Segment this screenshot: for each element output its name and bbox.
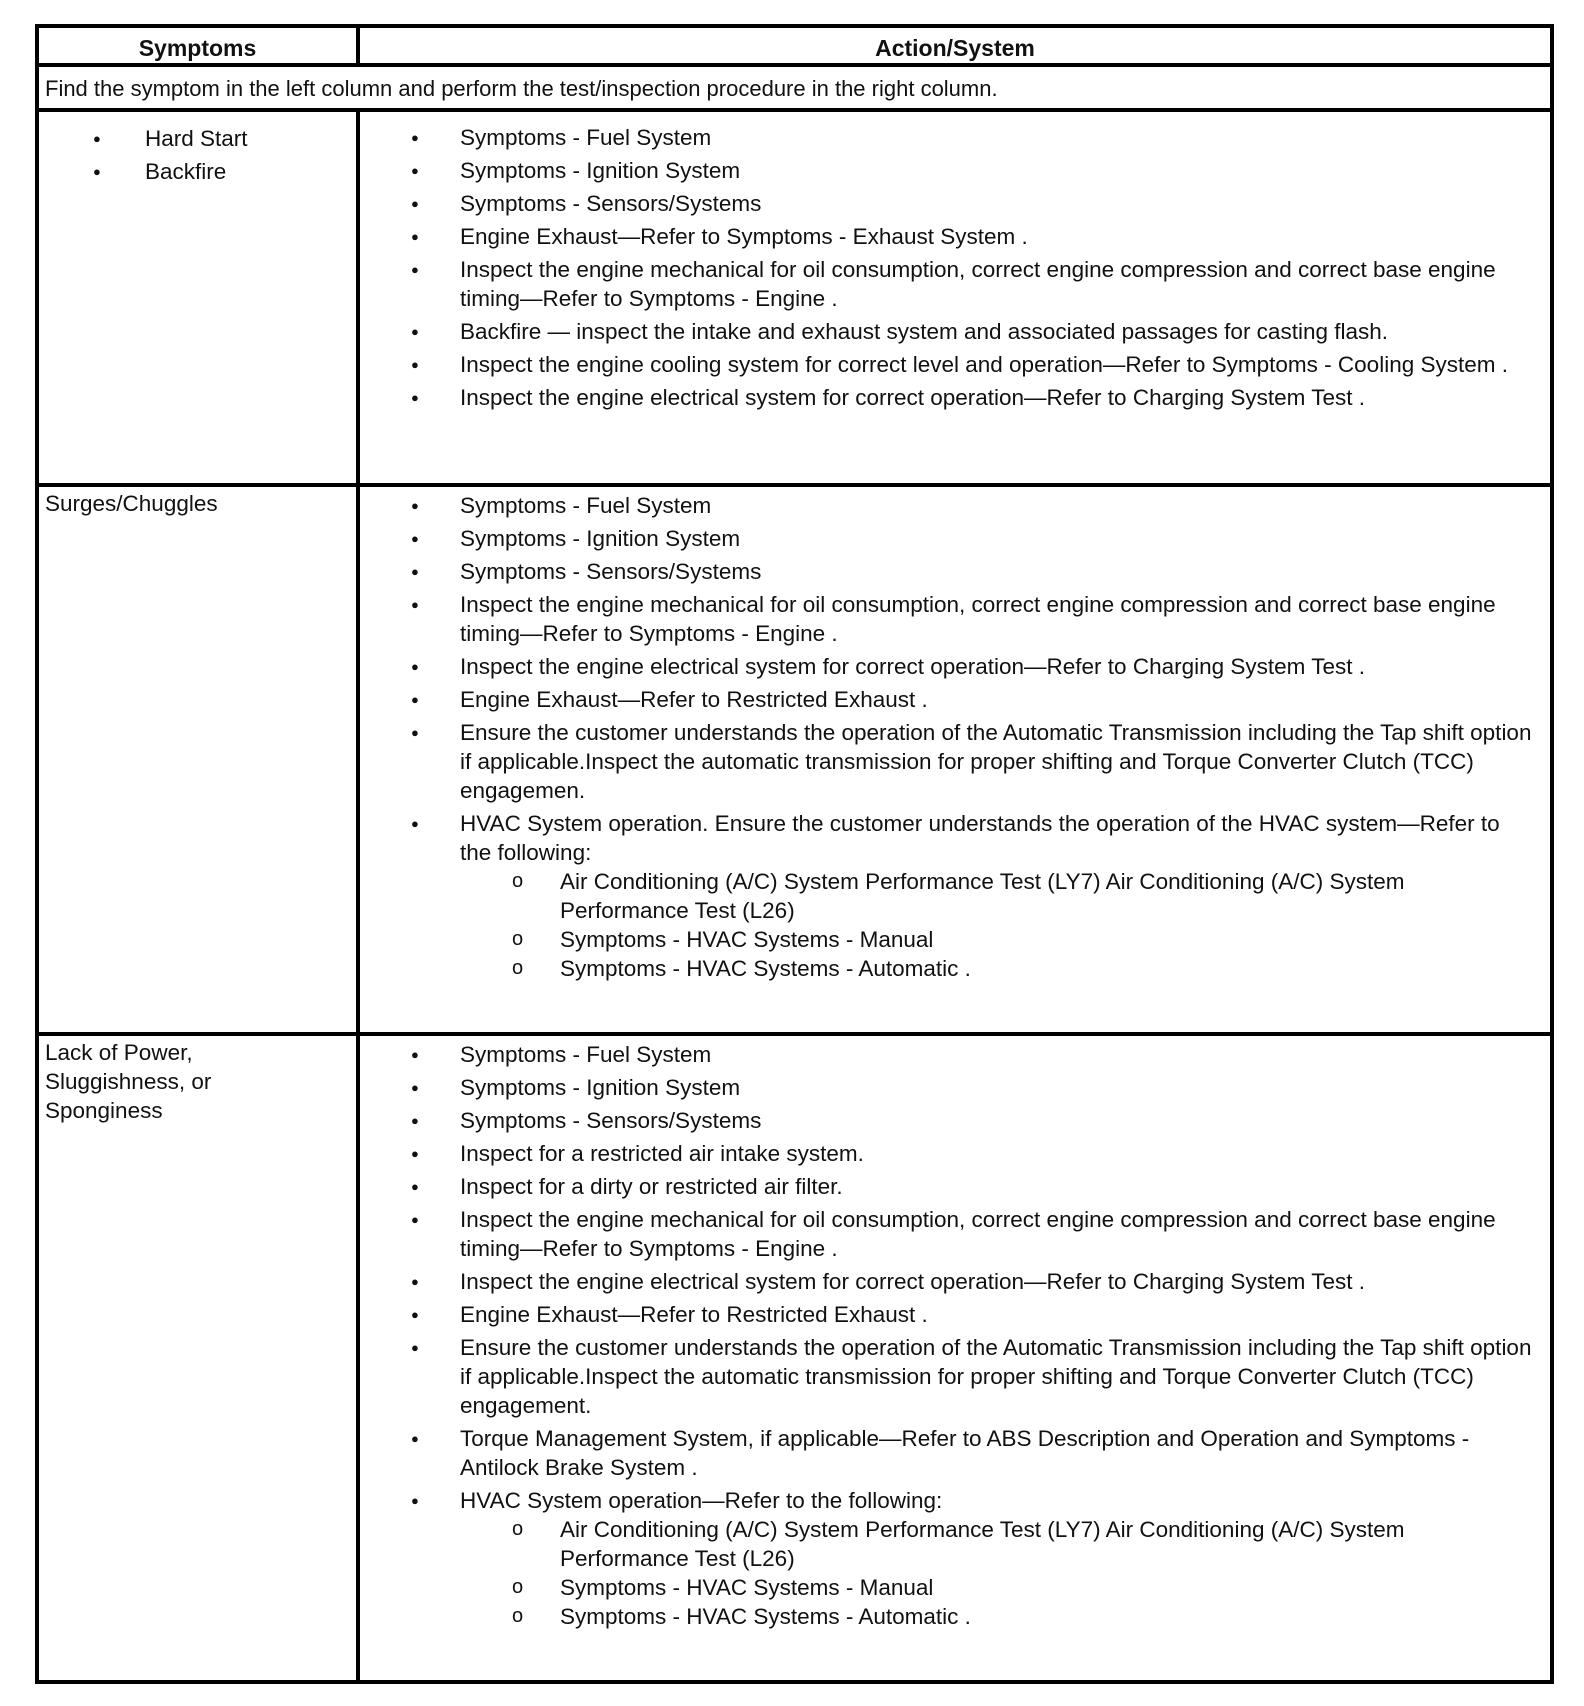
list-item bbox=[460, 1172, 1534, 1201]
list-item bbox=[460, 557, 1534, 586]
action-text: Symptoms - Sensors/Systems bbox=[460, 191, 762, 216]
list-item: ● Hard Start bbox=[145, 124, 346, 153]
sub-list bbox=[460, 1515, 1534, 1631]
table-intro: Find the symptom in the left column and perform the test/inspection procedure in the right column. bbox=[45, 76, 998, 101]
list-item bbox=[460, 1106, 1534, 1135]
sub-list-item: o Air Conditioning (A/C) System Performance Test (LY7) Air Conditioning (A/C) System Performance Test (L26) bbox=[560, 1515, 1534, 1573]
list-item bbox=[460, 123, 1534, 152]
list-item bbox=[460, 255, 1534, 313]
action-text: Symptoms - Sensors/Systems bbox=[460, 559, 762, 584]
action-text: Engine Exhaust—Refer to Restricted Exhaust . bbox=[460, 1302, 928, 1327]
action-text: Inspect the engine electrical system for correct operation—Refer to Charging System Test . bbox=[460, 385, 1365, 410]
symptom-label: Lack of Power, Sluggishness, or Sponginess bbox=[45, 1040, 212, 1123]
symptom-table bbox=[35, 24, 1554, 1684]
action-text: Symptoms - Fuel System bbox=[460, 1042, 712, 1067]
sub-list-item: o Symptoms - HVAC Systems - Automatic . bbox=[560, 954, 1534, 983]
action-text: Torque Management System, if applicable—Refer to ABS Description and Operation and Symptoms - Antilock Brake System . bbox=[460, 1426, 1470, 1480]
action-text: Backfire — inspect the intake and exhaust system and associated passages for casting flash. bbox=[460, 319, 1389, 344]
action-cell bbox=[356, 112, 1550, 487]
action-text: Inspect the engine electrical system for correct operation—Refer to Charging System Test . bbox=[460, 1269, 1365, 1294]
action-text: Inspect for a restricted air intake system. bbox=[460, 1141, 864, 1166]
list-item bbox=[460, 1205, 1534, 1263]
action-text: Inspect the engine cooling system for correct level and operation—Refer to Symptoms - Cooling System . bbox=[460, 352, 1508, 377]
list-item bbox=[460, 524, 1534, 553]
list-item bbox=[460, 1333, 1534, 1420]
action-text: Inspect the engine mechanical for oil consumption, correct engine compression and correct base engine timing—Refer to Symptoms - Engine . bbox=[460, 1207, 1496, 1261]
table-row bbox=[39, 112, 1550, 487]
sub-list-item: o Air Conditioning (A/C) System Performance Test (LY7) Air Conditioning (A/C) System Performance Test (L26) bbox=[560, 867, 1534, 925]
list-item bbox=[460, 1300, 1534, 1329]
header-action-system: Action/System bbox=[356, 28, 1550, 65]
action-text: HVAC System operation. Ensure the customer understands the operation of the HVAC system—Refer to the following: bbox=[460, 811, 1500, 865]
action-text: Inspect for a dirty or restricted air filter. bbox=[460, 1174, 843, 1199]
symptom-cell bbox=[39, 1036, 356, 1684]
list-item bbox=[460, 1267, 1534, 1296]
list-item bbox=[460, 491, 1534, 520]
list-item bbox=[460, 1073, 1534, 1102]
action-cell bbox=[356, 487, 1550, 1037]
list-item bbox=[460, 590, 1534, 648]
action-text: Engine Exhaust—Refer to Symptoms - Exhaust System . bbox=[460, 224, 1028, 249]
list-item bbox=[460, 1486, 1534, 1631]
action-text: Symptoms - Ignition System bbox=[460, 1075, 741, 1100]
sub-list-item: o Symptoms - HVAC Systems - Manual bbox=[560, 1573, 1534, 1602]
symptom-cell bbox=[39, 487, 356, 1037]
action-text: HVAC System operation—Refer to the following: bbox=[460, 1488, 943, 1513]
list-item bbox=[460, 1424, 1534, 1482]
sub-list bbox=[460, 867, 1534, 983]
action-text: Inspect the engine mechanical for oil consumption, correct engine compression and correct base engine timing—Refer to Symptoms - Engine . bbox=[460, 592, 1496, 646]
symptom-list bbox=[145, 124, 346, 190]
list-item bbox=[460, 350, 1534, 379]
action-text: Symptoms - Fuel System bbox=[460, 125, 712, 150]
list-item bbox=[460, 652, 1534, 681]
action-text: Symptoms - Ignition System bbox=[460, 526, 741, 551]
list-item bbox=[460, 222, 1534, 251]
action-text: Inspect the engine electrical system for correct operation—Refer to Charging System Test . bbox=[460, 654, 1365, 679]
header-row bbox=[39, 28, 1550, 65]
action-text: Symptoms - Ignition System bbox=[460, 158, 741, 183]
table-row bbox=[39, 487, 1550, 1037]
action-text: Engine Exhaust—Refer to Restricted Exhaust . bbox=[460, 687, 928, 712]
list-item: ● Backfire bbox=[145, 157, 346, 186]
list-item bbox=[460, 809, 1534, 983]
sub-list-item: o Symptoms - HVAC Systems - Manual bbox=[560, 925, 1534, 954]
list-item bbox=[460, 718, 1534, 805]
list-item bbox=[460, 189, 1534, 218]
table-row bbox=[39, 1036, 1550, 1684]
action-text: Inspect the engine mechanical for oil consumption, correct engine compression and correct base engine timing—Refer to Symptoms - Engine . bbox=[460, 257, 1496, 311]
list-item bbox=[460, 383, 1534, 412]
list-item bbox=[460, 1040, 1534, 1069]
action-list bbox=[460, 491, 1534, 987]
list-item bbox=[460, 1139, 1534, 1168]
action-text: Ensure the customer understands the operation of the Automatic Transmission including the Tap shift option if applicable.Inspect the automatic transmission for proper shifting and Torque Converter Clutch (TCC) engagemen. bbox=[460, 720, 1532, 803]
action-text: Ensure the customer understands the operation of the Automatic Transmission including the Tap shift option if applicable.Inspect the automatic transmission for proper shifting and Torque Converter Clutch (TCC) engagement. bbox=[460, 1335, 1532, 1418]
action-text: Symptoms - Fuel System bbox=[460, 493, 712, 518]
symptom-cell bbox=[39, 112, 356, 487]
action-cell bbox=[356, 1036, 1550, 1684]
action-text: Symptoms - Sensors/Systems bbox=[460, 1108, 762, 1133]
action-list bbox=[460, 123, 1534, 416]
symptom-label: Surges/Chuggles bbox=[45, 491, 218, 516]
list-item bbox=[460, 317, 1534, 346]
sub-list-item: o Symptoms - HVAC Systems - Automatic . bbox=[560, 1602, 1534, 1631]
action-list bbox=[460, 1040, 1534, 1635]
header-symptoms: Symptoms bbox=[138, 35, 257, 61]
list-item bbox=[460, 156, 1534, 185]
list-item bbox=[460, 685, 1534, 714]
